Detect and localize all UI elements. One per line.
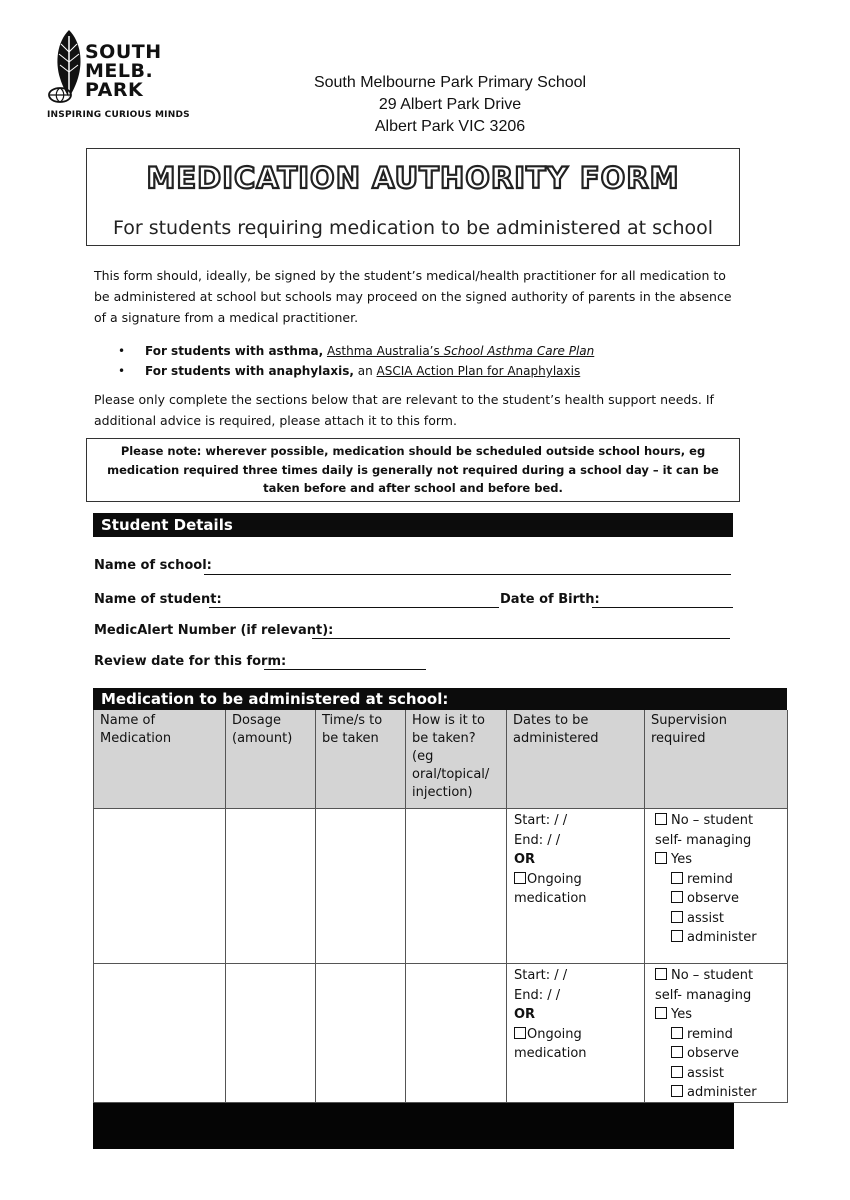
review-date-label: Review date for this form: (94, 654, 287, 669)
remind-checkbox[interactable] (671, 872, 683, 884)
administer-checkbox[interactable] (671, 930, 683, 942)
bullet-anaphylaxis-plain: an (353, 364, 377, 378)
bullet-dot: • (118, 364, 126, 378)
col-header-dates: Dates to be administered (507, 710, 645, 808)
review-date-field[interactable] (264, 669, 426, 670)
bullet-asthma (118, 341, 758, 361)
medication-heading (93, 688, 787, 710)
dob-field[interactable] (592, 607, 733, 608)
instructions-paragraph: Please only complete the sections below that are relevant to the student’s health support needs. If additional advice is required, please attach it to this form. (94, 392, 714, 428)
supervision-yes-row[interactable] (655, 850, 781, 870)
student-name-label: Name of student: (94, 592, 222, 607)
supervision-yes-row[interactable] (655, 1005, 781, 1025)
medication-name-cell[interactable] (94, 964, 226, 1103)
time-cell[interactable] (316, 808, 406, 964)
observe-label: observe (687, 891, 740, 906)
observe-label: observe (687, 1046, 740, 1061)
school-address-line-1: 29 Albert Park Drive (378, 96, 522, 113)
form-title: MEDICATION AUTHORITY FORM (146, 161, 680, 195)
remind-checkbox[interactable] (671, 1027, 683, 1039)
student-details-heading-text: Student Details (101, 516, 233, 534)
ongoing-checkbox-row[interactable] (514, 1025, 637, 1064)
school-address (290, 72, 610, 138)
remind-label: remind (687, 871, 733, 887)
route-cell[interactable] (406, 964, 507, 1103)
assist-row[interactable] (655, 1064, 781, 1084)
time-cell[interactable] (316, 964, 406, 1103)
or-label: OR (514, 852, 536, 867)
ongoing-label: Ongoing medication (514, 1026, 587, 1061)
remind-row[interactable] (655, 870, 781, 890)
dosage-cell[interactable] (226, 964, 316, 1103)
administer-label: administer (687, 1085, 757, 1100)
end-date-field[interactable]: End: / / (514, 832, 561, 848)
no-checkbox[interactable] (655, 968, 667, 980)
administer-checkbox[interactable] (671, 1085, 683, 1097)
observe-row[interactable] (655, 1044, 781, 1064)
medicalert-label: MedicAlert Number (if relevant): (94, 623, 334, 638)
intro-paragraph: This form should, ideally, be signed by the student’s medical/health practitioner for all medication to be administered at school but schools may proceed on the signed authority of parents in the absence of a signature from a medical practitioner. (94, 268, 732, 325)
logo-line-1: SOUTH (85, 41, 162, 63)
globe-icon (47, 86, 73, 104)
plan-bullet-list (118, 341, 758, 381)
asthma-plan-link[interactable] (327, 344, 594, 358)
observe-checkbox[interactable] (671, 1046, 683, 1058)
asthma-plan-link-title: School Asthma Care Plan (443, 344, 595, 358)
medicalert-field[interactable] (312, 638, 730, 639)
bullet-anaphylaxis (118, 361, 758, 381)
bottom-black-bar (93, 1103, 734, 1149)
assist-checkbox[interactable] (671, 911, 683, 923)
start-date-field[interactable]: Start: / / (514, 968, 568, 983)
no-checkbox[interactable] (655, 813, 667, 825)
col-header-dosage: Dosage (amount) (226, 710, 316, 808)
remind-row[interactable] (655, 1025, 781, 1045)
ongoing-checkbox-row[interactable] (514, 870, 637, 909)
remind-label: remind (687, 1026, 733, 1042)
supervision-cell (645, 964, 788, 1103)
administer-label: administer (687, 930, 757, 945)
supervision-yes-label: Yes (671, 852, 692, 867)
medication-table (93, 710, 788, 1103)
supervision-no-row[interactable] (655, 966, 781, 1005)
dates-cell (507, 964, 645, 1103)
end-date-field[interactable]: End: / / (514, 987, 561, 1003)
student-details-heading (93, 513, 733, 537)
supervision-no-label: No – student self- managing (655, 968, 754, 1003)
yes-checkbox[interactable] (655, 852, 667, 864)
ongoing-checkbox[interactable] (514, 1027, 526, 1039)
logo-tagline: INSPIRING CURIOUS MINDS (47, 110, 190, 120)
supervision-yes-label: Yes (671, 1007, 692, 1022)
ascia-plan-link[interactable]: ASCIA Action Plan for Anaphylaxis (376, 364, 581, 378)
title-box (86, 148, 740, 246)
logo-line-2: MELB. (85, 60, 154, 82)
administer-row[interactable] (655, 928, 781, 948)
bullet-anaphylaxis-label: For students with anaphylaxis, (145, 364, 354, 378)
administer-row[interactable] (655, 1083, 781, 1103)
supervision-no-row[interactable] (655, 811, 781, 850)
col-header-supervision: Supervision required (645, 710, 788, 808)
medication-heading-text: Medication to be administered at school: (101, 690, 449, 708)
note-box (86, 438, 740, 502)
dob-label: Date of Birth: (500, 592, 600, 607)
dosage-cell[interactable] (226, 808, 316, 964)
school-name-field[interactable] (204, 574, 731, 575)
assist-row[interactable] (655, 909, 781, 929)
school-address-line-2: Albert Park VIC 3206 (374, 118, 526, 135)
col-header-medication: Name of Medication (94, 710, 226, 808)
ongoing-label: Ongoing medication (514, 871, 587, 906)
school-name: South Melbourne Park Primary School (313, 74, 587, 91)
note-text: Please note: wherever possible, medication should be scheduled outside school hours, eg medication required three times daily is generally not required during a school day – it can be taken before and after school and before bed. (107, 444, 719, 495)
school-name-label: Name of school: (94, 558, 212, 573)
assist-label: assist (687, 910, 724, 926)
logo-line-3: PARK (85, 79, 144, 101)
bullet-dot: • (118, 344, 126, 358)
observe-row[interactable] (655, 889, 781, 909)
assist-label: assist (687, 1065, 724, 1081)
supervision-no-label: No – student self- managing (655, 813, 754, 848)
assist-checkbox[interactable] (671, 1066, 683, 1078)
route-cell[interactable] (406, 808, 507, 964)
form-subtitle: For students requiring medication to be administered at school (112, 217, 714, 239)
student-name-field[interactable] (209, 607, 499, 608)
or-label: OR (514, 1007, 536, 1022)
observe-checkbox[interactable] (671, 891, 683, 903)
start-date-field[interactable]: Start: / / (514, 813, 568, 828)
medication-name-cell[interactable] (94, 808, 226, 964)
school-logo (45, 28, 190, 128)
supervision-cell (645, 808, 788, 964)
asthma-plan-link-text: Asthma Australia’s (326, 344, 444, 358)
dates-cell (507, 808, 645, 964)
yes-checkbox[interactable] (655, 1007, 667, 1019)
col-header-route: How is it to be taken? (eg oral/topical/ injection) (406, 710, 507, 808)
col-header-time: Time/s to be taken (316, 710, 406, 808)
bullet-asthma-label: For students with asthma, (145, 344, 324, 358)
ongoing-checkbox[interactable] (514, 872, 526, 884)
